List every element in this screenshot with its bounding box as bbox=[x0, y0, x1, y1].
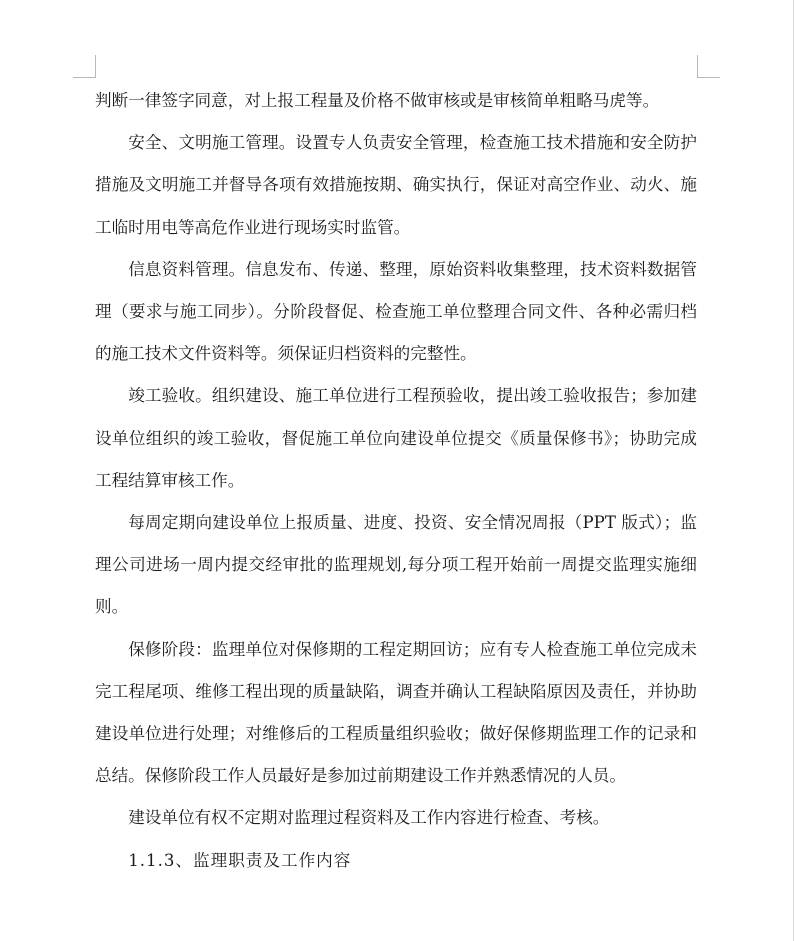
section-heading: 1.1.3、监理职责及工作内容 bbox=[128, 850, 352, 870]
paragraph: 信息资料管理。信息发布、传递、整理，原始资料收集整理，技术资料数据管理（要求与施工同步）。分阶段督促、检查施工单位整理合同文件、各种必需归档的施工技术文件资料等。须保证归档资料的完整性。 bbox=[95, 259, 697, 364]
paragraph: 竣工验收。组织建设、施工单位进行工程预验收，提出竣工验收报告；参加建设单位组织的竣工验收，督促施工单位向建设单位提交《质量保修书》；协助完成工程结算审核工作。 bbox=[95, 386, 697, 490]
paragraph: 安全、文明施工管理。设置专人负责安全管理，检查施工技术措施和安全防护措施及文明施工并督导各项有效措施按期、确实执行，保证对高空作业、动火、施工临时用电等高危作业进行现场实时监管。 bbox=[95, 133, 697, 237]
document-body bbox=[95, 80, 697, 882]
crop-mark-top-left bbox=[73, 55, 96, 78]
paragraph: 保修阶段：监理单位对保修期的工程定期回访；应有专人检查施工单位完成未完工程尾项、维修工程出现的质量缺陷，调查并确认工程缺陷原因及责任，并协助建设单位进行处理；对维修后的工程质量组织验收；做好保修期监理工作的记录和总结。保修阶段工作人员最好是参加过前期建设工作并熟悉情况的人员。 bbox=[95, 639, 697, 786]
paragraph: 判断一律签字同意，对上报工程量及价格不做审核或是审核简单粗略马虎等。 bbox=[95, 91, 660, 110]
crop-mark-top-right bbox=[697, 55, 720, 78]
paragraph: 每周定期向建设单位上报质量、进度、投资、安全情况周报（PPT 版式）；监理公司进场一周内提交经审批的监理规划,每分项工程开始前一周提交监理实施细则。 bbox=[95, 513, 697, 617]
paragraph: 建设单位有权不定期对监理过程资料及工作内容进行检查、考核。 bbox=[128, 808, 610, 828]
